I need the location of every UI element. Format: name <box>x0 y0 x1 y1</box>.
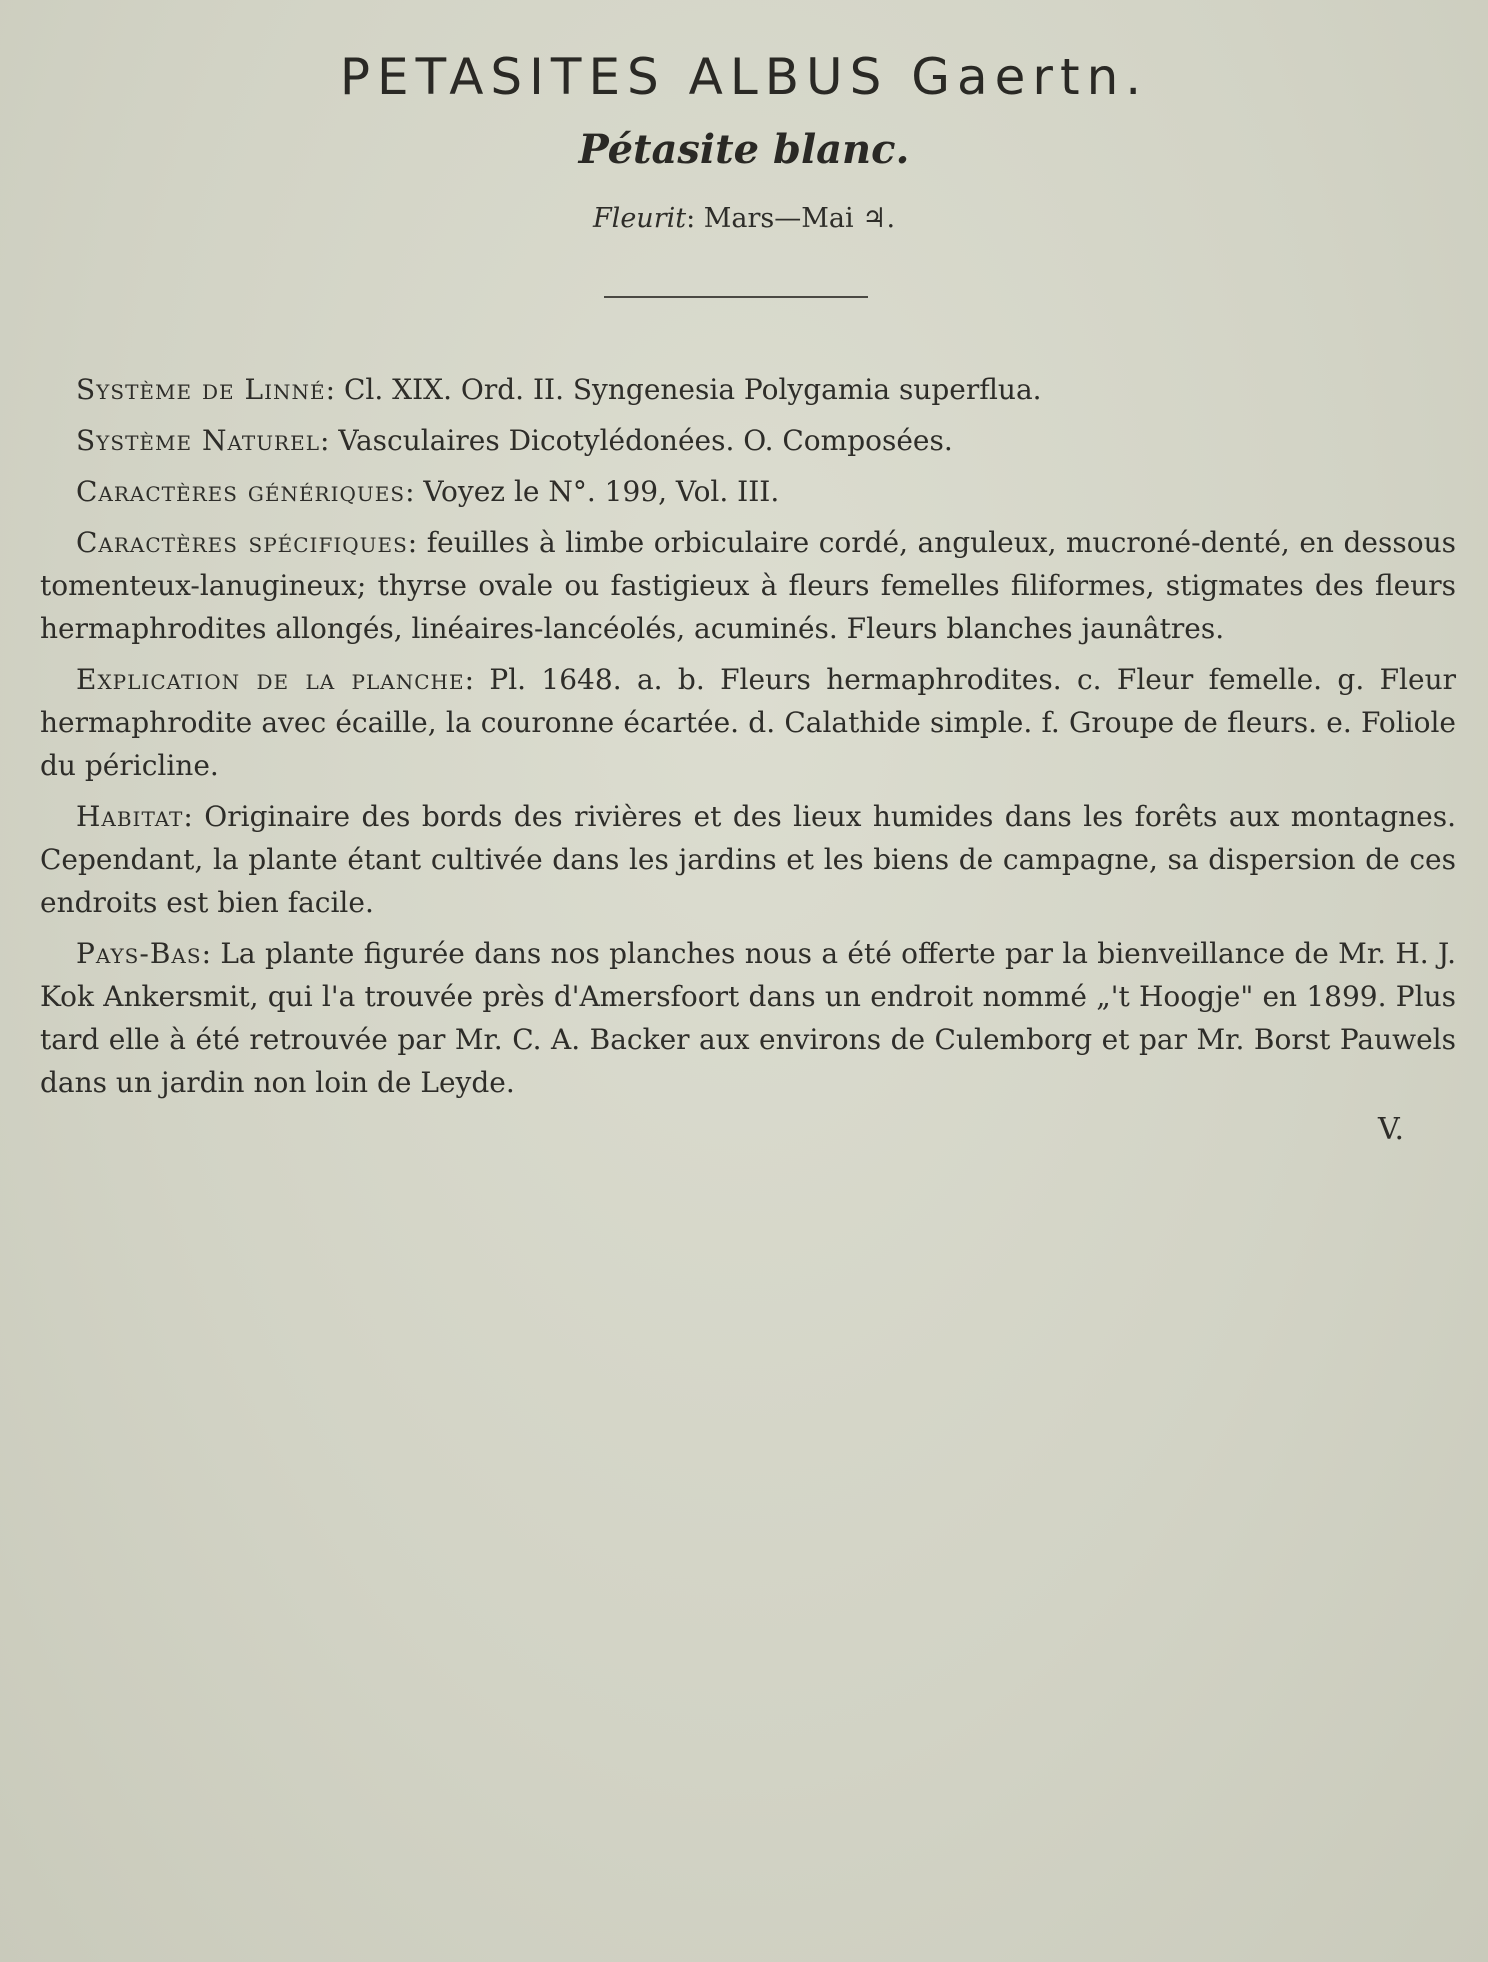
page-title: PETASITES ALBUS Gaertn. <box>339 48 1149 106</box>
section-generiques <box>40 470 1456 513</box>
section-text: : Vasculaires Dicotylédonées. O. Composées. <box>320 424 953 457</box>
section-label: Habitat <box>76 800 184 833</box>
description-body <box>40 368 1456 1112</box>
section-label: Pays-Bas <box>76 937 202 970</box>
section-label: Système Naturel <box>76 424 320 457</box>
section-text: : Originaire des bords des rivières et des lieux humides dans les forêts aux montagnes. Cependant, la plante étant cultivée dans les jardins et les biens de campagne, sa dispersion de ces endroits est bien facile. <box>40 800 1456 919</box>
section-label: Explication de la planche <box>76 663 465 696</box>
section-specifiques <box>40 521 1456 650</box>
flowering-period <box>0 203 1488 234</box>
section-explication <box>40 658 1456 787</box>
section-text: : Voyez le N°. 199, Vol. III. <box>405 475 780 508</box>
section-text: : feuilles à limbe orbiculaire cordé, anguleux, mucroné-denté, en dessous tomenteux-lanugineux; thyrse ovale ou fastigieux à fleurs femelles filiformes, stigmates des fleurs hermaphrodites allongés, linéaires-lancéolés, acuminés. Fleurs blanches jaunâtres. <box>40 526 1456 645</box>
section-linne <box>40 368 1456 411</box>
section-pays-bas <box>40 932 1456 1104</box>
flowering-value: : Mars—Mai ♃. <box>686 203 896 234</box>
section-naturel <box>40 419 1456 462</box>
flowering-label: Fleurit <box>592 203 687 234</box>
section-label: Caractères génériques <box>76 475 406 508</box>
section-text: : La plante figurée dans nos planches nous a été offerte par la bienveillance de Mr. H. J. Kok Ankersmit, qui l'a trouvée près d'Amersfoort dans un endroit nommé „'t Hoogje" en 1899. Plus tard elle à été retrouvée par Mr. C. A. Backer aux environs de Culemborg et par Mr. Borst Pauwels dans un jardin non loin de Leyde. <box>40 937 1456 1099</box>
section-text: : Cl. XIX. Ord. II. Syngenesia Polygamia superflua. <box>325 373 1042 406</box>
common-name: Pétasite blanc. <box>578 126 910 173</box>
section-text: : Pl. 1648. a. b. Fleurs hermaphrodites. c. Fleur femelle. g. Fleur hermaphrodite avec écaille, la couronne écartée. d. Calathide simple. f. Groupe de fleurs. e. Foliole du péricline. <box>40 663 1456 782</box>
divider <box>604 296 868 298</box>
section-label: Caractères spécifiques <box>76 526 408 559</box>
section-label: Système de Linné <box>76 373 326 406</box>
section-habitat <box>40 795 1456 924</box>
author-signature: V. <box>1378 1112 1404 1147</box>
